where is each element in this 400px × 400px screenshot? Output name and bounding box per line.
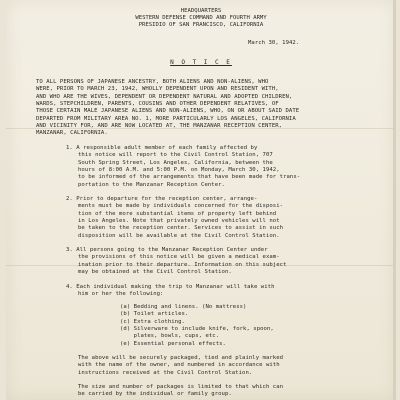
intro-line: TO ALL PERSONS OF JAPANESE ANCESTRY, BOTH ALIENS AND NON-ALIENS, WHO	[36, 79, 269, 85]
intro-line: AND WHO ARE THE WIVES, DEPENDENT OR DEPENDENT NATURAL AND ADOPTED CHILDREN,	[36, 93, 293, 100]
intro-line: WERE, PRIOR TO MARCH 23, 1942, WHOLLY DEPENDENT UPON AND RESIDENT WITH,	[36, 86, 279, 93]
notice-title: N O T I C E	[170, 59, 232, 66]
para-1-line: to be informed of the arrangements that have been made for trans-	[78, 174, 301, 181]
para-3-line: may be obtained at the Civil Control Station.	[78, 268, 232, 275]
para-4-line: 4. Each individual making the trip to Manzanar will take with	[66, 284, 275, 290]
intro-line: THOSE CERTAIN MALE JAPANESE ALIENS AND NON-ALIENS, WHO, ON OR ABOUT SAID DATE	[36, 108, 300, 115]
para-5-line: with the name of the owner, and numbered in accordance with	[78, 362, 280, 369]
intro-line: DEPARTED FROM MILITARY AREA NO. 1, MORE PARTICULARLY LOS ANGELES, CALIFORNIA	[36, 115, 296, 122]
para-5-line: instructions received at the Civil Control Station.	[78, 369, 253, 376]
para-3-line: 3. All persons going to the Manzanar Reception Center under	[66, 247, 268, 253]
item-b: (b) Toilet articles.	[120, 311, 189, 318]
para-6-line: be carried by the individual or family group.	[78, 391, 232, 398]
para-2-line: in Los Angeles. Note that privately owned vehicles will not	[78, 217, 280, 224]
para-1-line: South Spring Street, Los Angeles, California, between the	[78, 159, 273, 166]
intro-line: MANZANAR, CALIFORNIA.	[36, 130, 108, 137]
notice-date: March 30, 1942.	[248, 40, 300, 46]
para-2-line: ments must be made by individuals concerned for the disposi-	[78, 203, 284, 210]
para-3-line: the provisions of this notice will be given a medical exam-	[78, 254, 280, 261]
para-2-line: be taken to the reception center. Services to assist in such	[78, 225, 284, 232]
header-line-3: PRESIDIO OF SAN FRANCISCO, CALIFORNIA	[138, 22, 264, 28]
para-1-line: hours of 8:00 A.M. and 5:00 P.M. on Monday, March 30, 1942,	[78, 166, 280, 173]
para-3-line: ination prior to their departure. Information on this subject	[78, 261, 287, 268]
intro-line: WARDS, STEPCHILDREN, PARENTS, COUSINS AND OTHER DEPENDENT RELATIVES, OF	[36, 100, 279, 107]
para-4-line: him or her the following:	[78, 291, 164, 298]
intro-line: AND VICINITY FOR, AND ARE NOW LOCATED AT, THE MANZANAR RECEPTION CENTER,	[36, 122, 283, 129]
para-2-line: 2. Prior to departure for the reception center, arrange-	[66, 196, 258, 202]
para-2-line: disposition will be available at the Civil Control Station.	[78, 232, 280, 239]
item-a: (a) Bedding and linens. (No mattress)	[120, 304, 247, 310]
para-6-line: The size and number of packages is limited to that which can	[78, 384, 284, 390]
item-e: (e) Essential personal effects.	[120, 340, 226, 347]
header-line-2: WESTERN DEFENSE COMMAND AND FOURTH ARMY	[135, 15, 267, 21]
item-c: (c) Extra clothing.	[120, 318, 185, 325]
item-d: (d) Silverware to include knife, fork, spoon,	[120, 325, 274, 332]
para-1-line: 1. A responsible adult member of each family affected by	[66, 145, 258, 151]
para-2-line: tion of the more substantial items of property left behind	[78, 210, 277, 217]
item-d-continued: plates, bowls, cups, etc.	[120, 333, 220, 340]
header-line-1: HEADQUARTERS	[180, 8, 222, 14]
para-1-line: this notice will report to the Civil Control Station, 707	[78, 152, 273, 159]
notice-page	[6, 0, 396, 400]
para-1-line: portation to the Manzanar Reception Center.	[78, 181, 225, 188]
para-5-line: The above will be securely packaged, tied and plainly marked	[78, 355, 284, 361]
